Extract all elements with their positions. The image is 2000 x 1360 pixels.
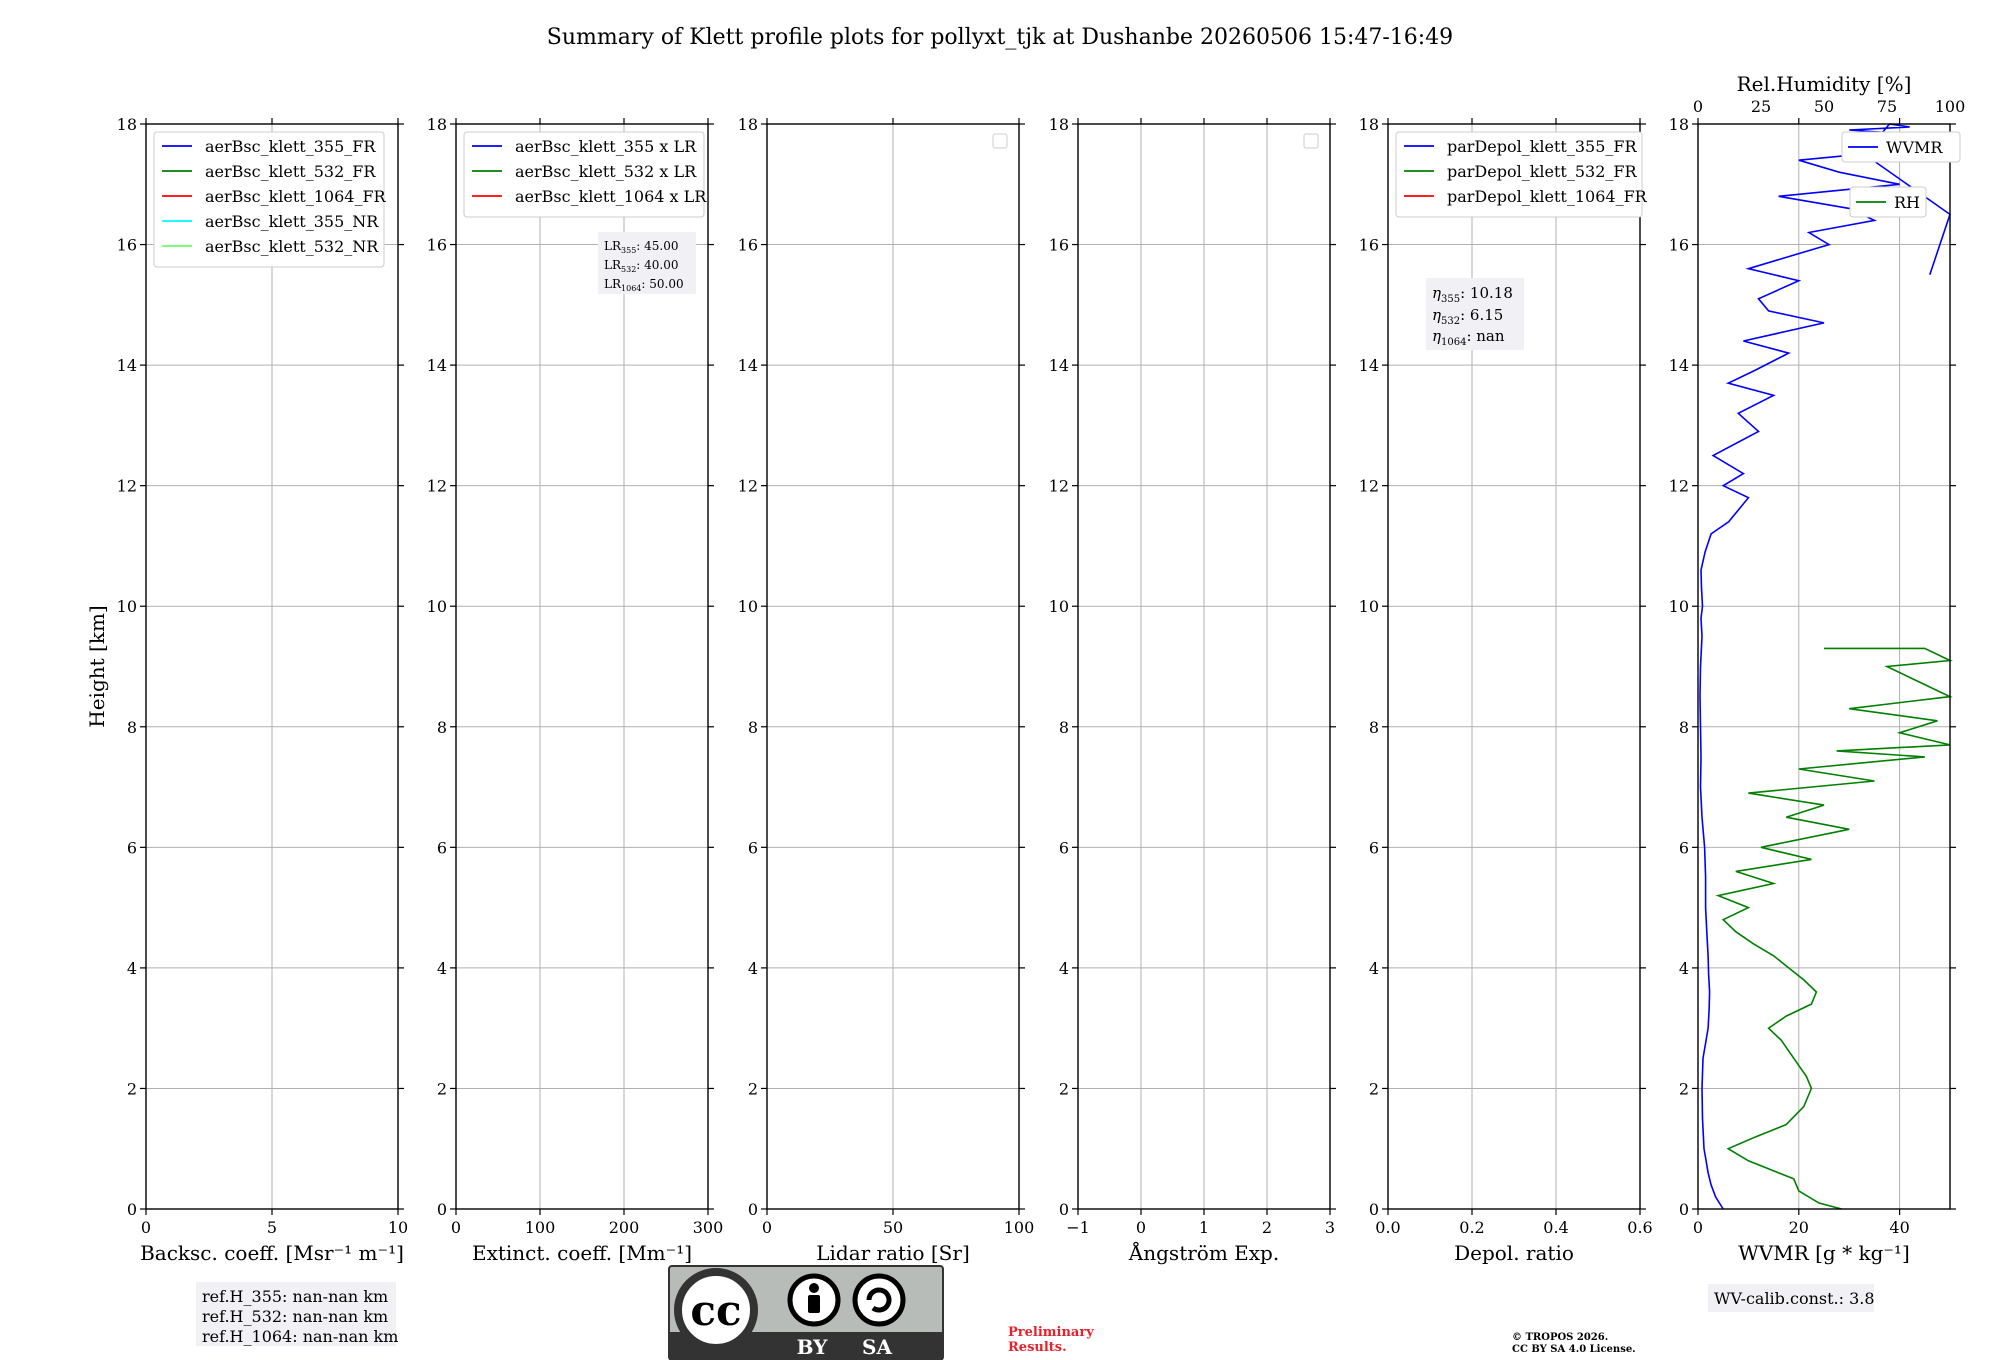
y-tick-label: 18 [116, 115, 137, 134]
y-tick-label: 4 [1678, 958, 1689, 978]
y-tick-label: 2 [1678, 1079, 1689, 1099]
sa-label: SA [862, 1335, 892, 1359]
x2-tick-label: 100 [1934, 97, 1966, 116]
x-axis-label: WVMR [g * kg⁻¹] [1738, 1241, 1910, 1265]
y-tick-label: 0 [1058, 1200, 1069, 1219]
y-tick-label: 14 [1048, 356, 1069, 376]
panel-lr [738, 115, 1035, 1265]
cc-by-sa-badge [669, 1266, 943, 1360]
ref-height-355: ref.H_355: nan-nan km [202, 1287, 389, 1306]
x-tick-label: 0 [761, 1218, 773, 1237]
x-tick-label: 0.2 [1459, 1218, 1485, 1237]
y-tick-label: 8 [126, 717, 137, 737]
y-tick-label: 8 [747, 717, 758, 737]
copyright-line2: CC BY SA 4.0 License. [1512, 1344, 1636, 1355]
eta355-text: $\eta_{355}$: 10.18 [1432, 284, 1513, 305]
x2-tick-label: 50 [1813, 97, 1835, 116]
x-tick-label: 0.0 [1375, 1218, 1401, 1237]
y-tick-label: 18 [1668, 115, 1689, 134]
y-tick-label: 14 [1668, 356, 1689, 376]
y-tick-label: 16 [116, 235, 137, 255]
empty-legend-box [1304, 134, 1318, 148]
x-axis-label: Backsc. coeff. [Msr⁻¹ m⁻¹] [140, 1241, 404, 1265]
lr1064-text: $LR_{1064}$: 50.00 [604, 277, 684, 293]
y-tick-label: 10 [116, 597, 137, 617]
series-wvmr [1700, 124, 1950, 1209]
x-tick-label: 10 [387, 1218, 409, 1237]
legend-label: aerBsc_klett_355 x LR [515, 137, 697, 156]
ref-height-1064: ref.H_1064: nan-nan km [202, 1327, 399, 1346]
y-tick-label: 14 [1358, 356, 1379, 376]
x-tick-label: 1 [1198, 1218, 1210, 1237]
legend-label: aerBsc_klett_355_NR [205, 212, 379, 231]
y-tick-label: 4 [436, 958, 447, 978]
y-tick-label: 6 [1058, 838, 1069, 858]
x-tick-label: −1 [1066, 1218, 1090, 1237]
x2-axis-label: Rel.Humidity [%] [1736, 72, 1912, 96]
legend-label: RH [1894, 193, 1920, 212]
panel-ang [1049, 115, 1336, 1265]
x-tick-label: 5 [266, 1218, 278, 1237]
x2-tick-label: 25 [1750, 97, 1772, 116]
cc-text: cc [690, 1286, 742, 1335]
x-tick-label: 20 [1788, 1218, 1809, 1237]
x2-tick-label: 0 [1692, 97, 1704, 116]
x-tick-label: 300 [692, 1218, 724, 1237]
y-tick-label: 14 [116, 356, 137, 376]
panel-bsc [85, 115, 408, 1265]
empty-legend-box [993, 134, 1007, 148]
x-tick-label: 0 [1135, 1218, 1147, 1237]
y-tick-label: 10 [426, 597, 447, 617]
y-tick-label: 10 [1048, 597, 1069, 617]
panel-wv [1669, 72, 1966, 1265]
x-tick-label: 0 [140, 1218, 152, 1237]
legend-label: aerBsc_klett_355_FR [205, 137, 376, 156]
legend-label: parDepol_klett_355_FR [1447, 137, 1637, 156]
legend-label: aerBsc_klett_532_FR [205, 162, 376, 181]
x-tick-label: 200 [608, 1218, 640, 1237]
reference-height-box [196, 1282, 398, 1346]
x-tick-label: 0 [450, 1218, 462, 1237]
y-tick-label: 4 [1058, 958, 1069, 978]
x-axis-label: Depol. ratio [1454, 1241, 1574, 1265]
ref-height-532: ref.H_532: nan-nan km [202, 1307, 389, 1326]
by-label: BY [796, 1335, 828, 1359]
y-tick-label: 16 [1048, 235, 1069, 255]
y-tick-label: 4 [1368, 958, 1379, 978]
wv-calib-text: WV-calib.const.: 3.8 [1714, 1289, 1875, 1308]
copyright-line1: © TROPOS 2026. [1512, 1332, 1609, 1343]
legend-label: parDepol_klett_532_FR [1447, 162, 1637, 181]
y-tick-label: 10 [1668, 597, 1689, 617]
panels [85, 72, 1965, 1265]
x-tick-label: 3 [1324, 1218, 1336, 1237]
y-tick-label: 2 [747, 1079, 758, 1099]
by-person-body [808, 1295, 820, 1313]
x-tick-label: 100 [524, 1218, 556, 1237]
y-tick-label: 0 [436, 1200, 447, 1219]
y-tick-label: 18 [1048, 115, 1069, 134]
y-tick-label: 12 [116, 476, 137, 496]
x-tick-label: 100 [1003, 1218, 1035, 1237]
y-tick-label: 2 [436, 1079, 447, 1099]
y-tick-label: 18 [1358, 115, 1379, 134]
preliminary-line1: Preliminary [1008, 1325, 1094, 1340]
y-tick-label: 10 [737, 597, 758, 617]
figure-title: Summary of Klett profile plots for pollyxt_tjk at Dushanbe 20260506 15:47-16:49 [546, 25, 1454, 50]
y-tick-label: 16 [426, 235, 447, 255]
legend-label: aerBsc_klett_1064_FR [205, 187, 386, 206]
y-tick-label: 2 [1368, 1079, 1379, 1099]
preliminary-line2: Results. [1008, 1340, 1067, 1355]
y-tick-label: 12 [1358, 476, 1379, 496]
lidar-ratio-annotation [598, 232, 696, 294]
legend-label: aerBsc_klett_532 x LR [515, 162, 697, 181]
y-tick-label: 4 [747, 958, 758, 978]
x-tick-label: 0.6 [1627, 1218, 1653, 1237]
axes-frame [1698, 124, 1950, 1209]
y-tick-label: 14 [737, 356, 758, 376]
legend-label: parDepol_klett_1064_FR [1447, 187, 1647, 206]
y-tick-label: 18 [737, 115, 758, 134]
x2-tick-label: 75 [1876, 97, 1898, 116]
series-rh [1718, 648, 1950, 1209]
y-tick-label: 16 [1358, 235, 1379, 255]
x-tick-label: 40 [1889, 1218, 1910, 1237]
y-tick-label: 6 [1678, 838, 1689, 858]
y-tick-label: 4 [126, 958, 137, 978]
x-tick-label: 0.4 [1543, 1218, 1569, 1237]
y-tick-label: 0 [747, 1200, 758, 1219]
y-tick-label: 2 [126, 1079, 137, 1099]
y-tick-label: 8 [1368, 717, 1379, 737]
y-tick-label: 0 [1368, 1200, 1379, 1219]
y-tick-label: 12 [1048, 476, 1069, 496]
y-tick-label: 8 [1058, 717, 1069, 737]
y-axis-label: Height [km] [85, 605, 109, 728]
y-tick-label: 14 [426, 356, 447, 376]
legend-label: aerBsc_klett_1064 x LR [515, 187, 707, 206]
x-axis-label: Extinct. coeff. [Mm⁻¹] [471, 1241, 693, 1265]
legend-label: aerBsc_klett_532_NR [205, 237, 379, 256]
x-axis-label: Lidar ratio [Sr] [816, 1241, 970, 1265]
y-tick-label: 6 [436, 838, 447, 858]
y-tick-label: 6 [1368, 838, 1379, 858]
y-tick-label: 8 [436, 717, 447, 737]
y-tick-label: 6 [747, 838, 758, 858]
y-tick-label: 12 [1668, 476, 1689, 496]
y-tick-label: 12 [426, 476, 447, 496]
y-tick-label: 8 [1678, 717, 1689, 737]
by-person-head [809, 1283, 819, 1293]
lr532-text: $LR_{532}$: 40.00 [604, 258, 679, 274]
sa-share-icon [855, 1276, 903, 1324]
y-tick-label: 2 [1058, 1079, 1069, 1099]
y-tick-label: 16 [1668, 235, 1689, 255]
y-tick-label: 12 [737, 476, 758, 496]
y-tick-label: 18 [426, 115, 447, 134]
x-tick-label: 50 [882, 1218, 904, 1237]
y-tick-label: 0 [126, 1200, 137, 1219]
wv-calib-box [1708, 1284, 1875, 1312]
y-tick-label: 10 [1358, 597, 1379, 617]
x-tick-label: 2 [1261, 1218, 1273, 1237]
eta-annotation [1426, 278, 1524, 350]
eta532-text: $\eta_{532}$: 6.15 [1432, 306, 1504, 327]
y-tick-label: 16 [737, 235, 758, 255]
eta1064-text: $\eta_{1064}$: nan [1432, 327, 1505, 348]
y-tick-label: 0 [1678, 1200, 1689, 1219]
x-axis-label: Ångström Exp. [1128, 1241, 1280, 1265]
legend-label: WVMR [1886, 138, 1943, 157]
x-tick-label: 0 [1692, 1218, 1704, 1237]
lr355-text: $LR_{355}$: 45.00 [604, 239, 679, 255]
y-tick-label: 6 [126, 838, 137, 858]
